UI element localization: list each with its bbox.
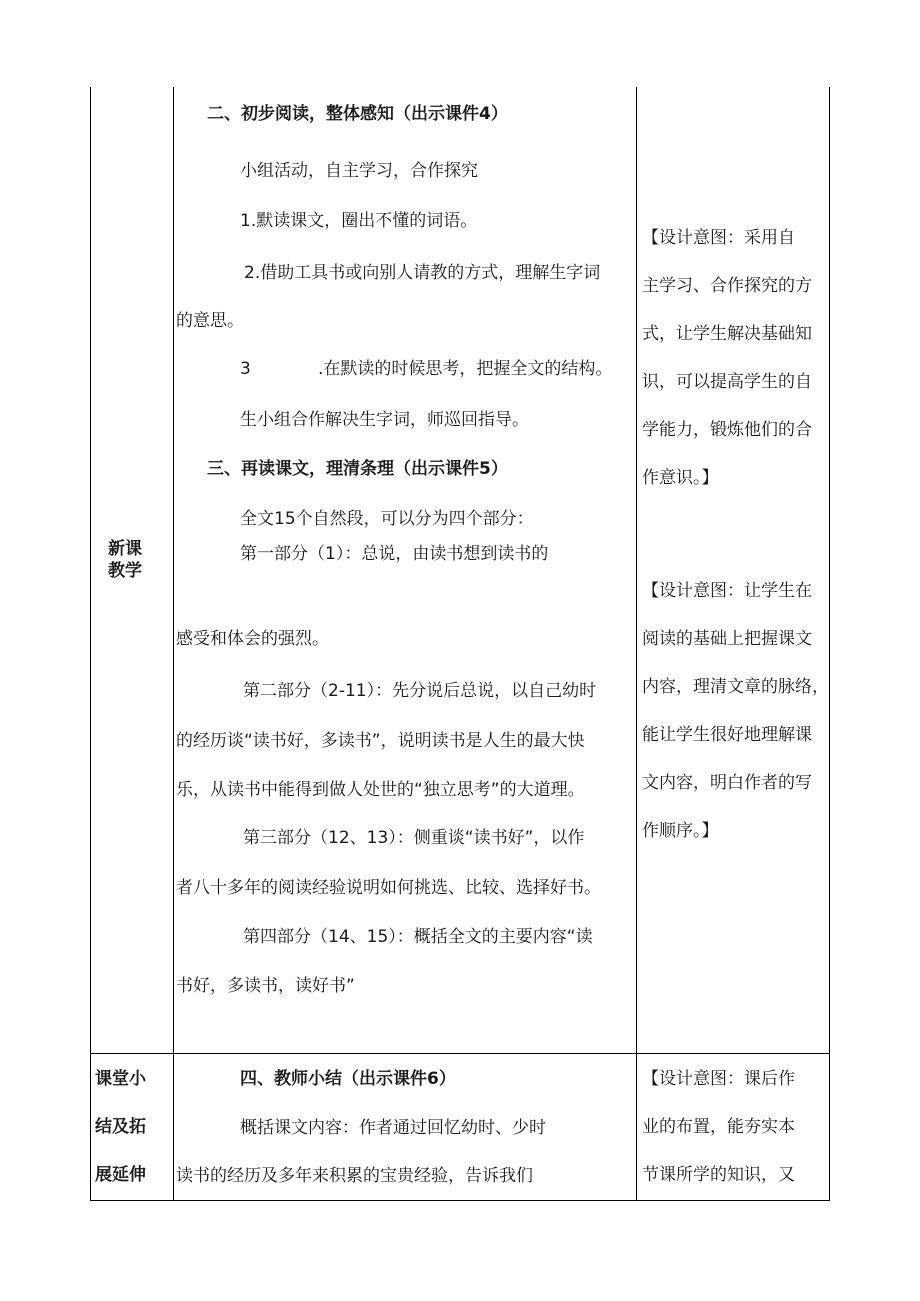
paragraph: 生小组合作解决生字词，师巡回指导。 bbox=[240, 410, 529, 430]
note-line: 阅读的基础上把握课文 bbox=[642, 629, 812, 649]
paragraph: 1.默读课文，圈出不懂的词语。 bbox=[240, 211, 478, 231]
row-label-line: 展延伸 bbox=[95, 1165, 146, 1185]
note-line: 式，让学生解决基础知 bbox=[642, 324, 812, 344]
table-border-right bbox=[829, 87, 830, 1201]
section-heading: 二、初步阅读，整体感知（出示课件4） bbox=[207, 104, 508, 124]
note-line: 主学习、合作探究的方 bbox=[642, 276, 812, 296]
note-line: 文内容，明白作者的写 bbox=[642, 773, 812, 793]
design-note-2 bbox=[642, 580, 829, 868]
note-line: 【设计意图：课后作 bbox=[642, 1069, 795, 1089]
note-line: 内容，理清文章的脉络， bbox=[642, 677, 829, 697]
section-heading: 三、再读课文，理清条理（出示课件5） bbox=[207, 459, 508, 479]
note-line: 学能力，锻炼他们的合 bbox=[642, 420, 812, 440]
paragraph: 第四部分（14、15）：概括全文的主要内容“读 bbox=[243, 927, 593, 947]
row-label-line: 结及拓 bbox=[95, 1117, 146, 1137]
table-divider-label bbox=[173, 87, 174, 1201]
paragraph: 的意思。 bbox=[176, 311, 244, 331]
paragraph: 第一部分（1）：总说，由读书想到读书的 bbox=[240, 544, 549, 564]
paragraph: 第二部分（2-11）：先分说后总说，以自己幼时 bbox=[243, 681, 597, 701]
design-note-3 bbox=[642, 1068, 795, 1212]
row-label-line: 课堂小 bbox=[95, 1069, 146, 1089]
table-divider-notes bbox=[636, 87, 637, 1201]
section-heading: 四、教师小结（出示课件6） bbox=[240, 1069, 456, 1089]
paragraph: 全文15个自然段，可以分为四个部分： bbox=[240, 509, 534, 529]
paragraph: 的经历谈“读书好，多读书”，说明读书是人生的最大快 bbox=[176, 731, 585, 751]
paragraph-number: 3 bbox=[240, 359, 251, 379]
cropped-text-line bbox=[240, 544, 620, 564]
paragraph: 乐，从读书中能得到做人处世的“独立思考”的大道理。 bbox=[176, 780, 585, 800]
note-line: 作意识。】 bbox=[642, 468, 719, 488]
paragraph: 小组活动，自主学习，合作探究 bbox=[240, 161, 478, 181]
paragraph: 概括课文内容：作者通过回忆幼时、少时 bbox=[240, 1118, 546, 1138]
paragraph: 感受和体会的强烈。 bbox=[176, 629, 329, 649]
row-label-line: 教学 bbox=[108, 561, 142, 581]
paragraph: 2.借助工具书或向别人请教的方式，理解生字词 bbox=[244, 263, 601, 283]
row-label-new-lesson bbox=[108, 538, 142, 582]
row-label-line: 新课 bbox=[108, 539, 142, 559]
note-line: 业的布置，能夯实本 bbox=[642, 1117, 795, 1137]
note-line: 节课所学的知识，又 bbox=[642, 1165, 795, 1185]
row-label-summary bbox=[95, 1068, 146, 1212]
note-line: 作顺序。】 bbox=[642, 821, 719, 841]
note-line: 【设计意图：采用自 bbox=[642, 228, 795, 248]
paragraph: 者八十多年的阅读经验说明如何挑选、比较、选择好书。 bbox=[176, 878, 601, 898]
design-note-1 bbox=[642, 227, 812, 515]
paragraph: 读书的经历及多年来积累的宝贵经验，告诉我们 bbox=[176, 1166, 533, 1186]
table-border-left bbox=[90, 87, 91, 1201]
note-line: 【设计意图：让学生在 bbox=[642, 581, 812, 601]
paragraph: .在默读的时候思考，把握全文的结构。 bbox=[318, 359, 613, 379]
paragraph: 书好，多读书，读好书” bbox=[176, 976, 355, 996]
note-line: 能让学生很好地理解课 bbox=[642, 725, 812, 745]
table-row-divider bbox=[90, 1053, 830, 1054]
note-line: 识，可以提高学生的自 bbox=[642, 372, 812, 392]
paragraph: 第三部分（12、13）：侧重谈“读书好”，以作 bbox=[243, 828, 585, 848]
